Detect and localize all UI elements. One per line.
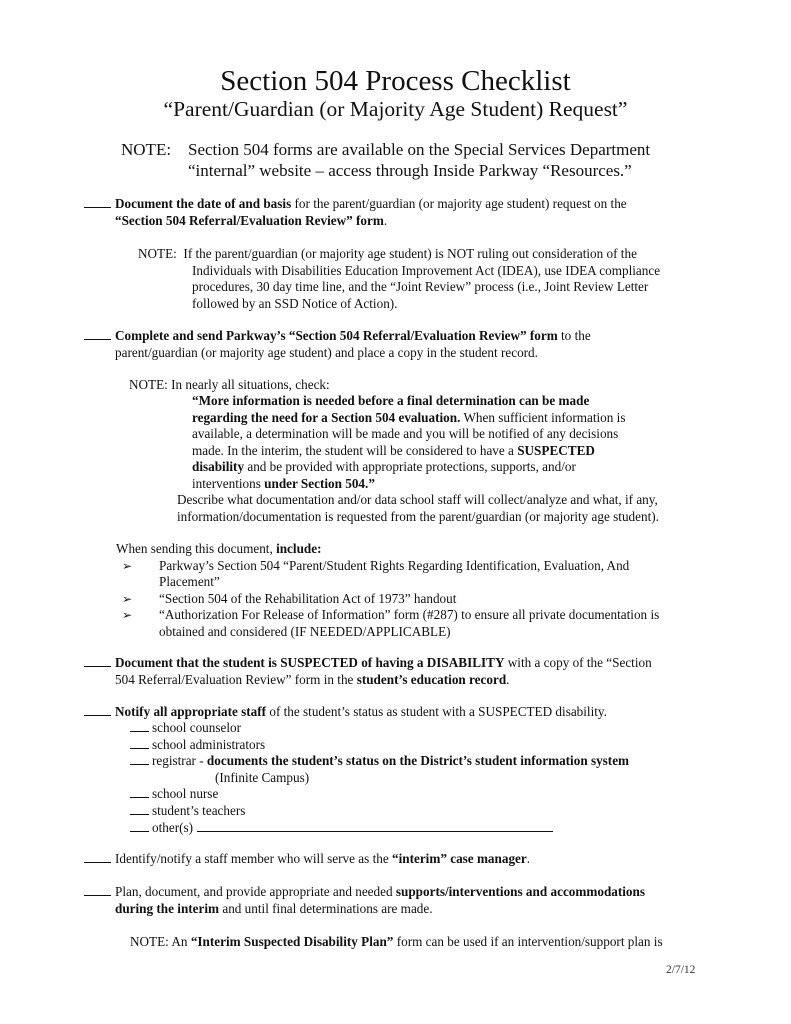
checklist-item-notify-staff: Notify all appropriate staff of the student’s status as student with a SUSPECTED disability. [84, 704, 607, 721]
describe-documentation-text: Describe what documentation and/or data school staff will collect/analyze and what, if any, information/documentation is requested from the parent/guardian (or majority age student). [177, 492, 659, 524]
arrow-bullet-icon: ➢ [122, 558, 133, 573]
arrow-bullet-icon: ➢ [122, 591, 133, 606]
include-list-item: ➢ “Authorization For Release of Information” form (#287) to ensure all private documentation is obtained and considered (IF NEEDED/APPLICABLE) [122, 607, 660, 639]
arrow-bullet-icon: ➢ [122, 608, 133, 623]
check-note: NOTE: In nearly all situations, check: [129, 377, 330, 392]
page-title: Section 504 Process Checklist [220, 65, 571, 97]
checkbox-blank[interactable] [130, 737, 149, 749]
page-subtitle: “Parent/Guardian (or Majority Age Student) Request” [163, 97, 628, 121]
others-fill-in-line[interactable] [197, 820, 553, 832]
staff-item-others: other(s) [130, 820, 629, 837]
include-section: When sending this document, include: ➢ Parkway’s Section 504 “Parent/Student Rights Regarding Identification, Evaluation, And Placement” ➢ “Section 504 of the Rehabilitation Act of 1973” handout ➢ “Authorization For Release of Information” form (#287) to ensure all private documentation is obtained and considered (IF NEEDED/APPLICABLE) [116, 541, 660, 639]
checkbox-blank[interactable] [130, 720, 149, 732]
checkbox-blank[interactable] [130, 820, 149, 832]
checkbox-blank[interactable] [84, 655, 111, 667]
idea-note: NOTE: If the parent/guardian (or majority age student) is NOT ruling out consideration of the Individuals with Disabilities Education Improvement Act (IDEA), use IDEA compliance procedures, 30 day time line, and the “Joint Review” process (i.e., Joint Review Letter followed by an SSD Notice of Action). [138, 246, 661, 311]
staff-item-registrar: registrar - documents the student’s status on the District’s student information system [130, 753, 629, 770]
checkbox-blank[interactable] [130, 786, 149, 798]
checkbox-blank[interactable] [130, 753, 149, 765]
checklist-item-document-date: Document the date of and basis for the parent/guardian (or majority age student) request on the “Section 504 Referral/Evaluation Review” form. [84, 196, 627, 229]
include-list-item: ➢ Parkway’s Section 504 “Parent/Student Rights Regarding Identification, Evaluation, And Placement” [122, 557, 630, 590]
note-label: NOTE: [121, 140, 172, 159]
staff-item-counselor: school counselor [130, 720, 629, 737]
staff-item-administrators: school administrators [130, 737, 629, 754]
checklist-item-plan-supports: Plan, document, and provide appropriate and needed supports/interventions and accommodations during the interim and until final determinations are made. [84, 884, 645, 917]
checklist-item-complete-send-form: Complete and send Parkway’s “Section 504 Referral/Evaluation Review” form to the parent/guardian (or majority age student) and place a copy in the student record. [84, 328, 591, 361]
staff-item-nurse: school nurse [130, 786, 629, 803]
interim-plan-note: NOTE: An “Interim Suspected Disability Plan” form can be used if an intervention/support plan is [130, 934, 663, 949]
checklist-item-document-suspected: Document that the student is SUSPECTED of having a DISABILITY with a copy of the “Section 504 Referral/Evaluation Review” form in the student’s education record. [84, 655, 652, 688]
checkbox-blank[interactable] [84, 851, 111, 863]
staff-item-teachers: student’s teachers [130, 803, 629, 820]
checkbox-blank[interactable] [84, 328, 111, 340]
forms-availability-note [121, 139, 650, 181]
include-list-item: ➢ “Section 504 of the Rehabilitation Act of 1973” handout [122, 590, 457, 606]
checklist-item-interim-case-manager: Identify/notify a staff member who will serve as the “interim” case manager. [84, 851, 530, 868]
staff-list: school counselor school administrators registrar - documents the student’s status on the District’s student information system (Infinite Campus) school nurse student’s teachers other(s) [130, 720, 629, 836]
checkbox-blank[interactable] [84, 196, 111, 208]
checkbox-blank[interactable] [84, 884, 111, 896]
include-list [122, 558, 659, 641]
note-line-1: Section 504 forms are available on the Special Services Department [188, 140, 651, 159]
checkbox-blank[interactable] [84, 704, 111, 716]
checkbox-blank[interactable] [130, 803, 149, 815]
footer-date: 2/7/12 [666, 964, 696, 976]
quoted-determination-text: “More information is needed before a final determination can be made regarding the need for a Section 504 evaluation. When sufficient information is available, a determination will be made and you will be notified of any decisions made. In the interim, the student will be considered to have a SUSPECTED disability and be provided with appropriate protections, supports, and/or interventions under Section 504.” [192, 393, 626, 491]
note-line-2: “internal” website – access through Inside Parkway “Resources.” [188, 161, 632, 180]
